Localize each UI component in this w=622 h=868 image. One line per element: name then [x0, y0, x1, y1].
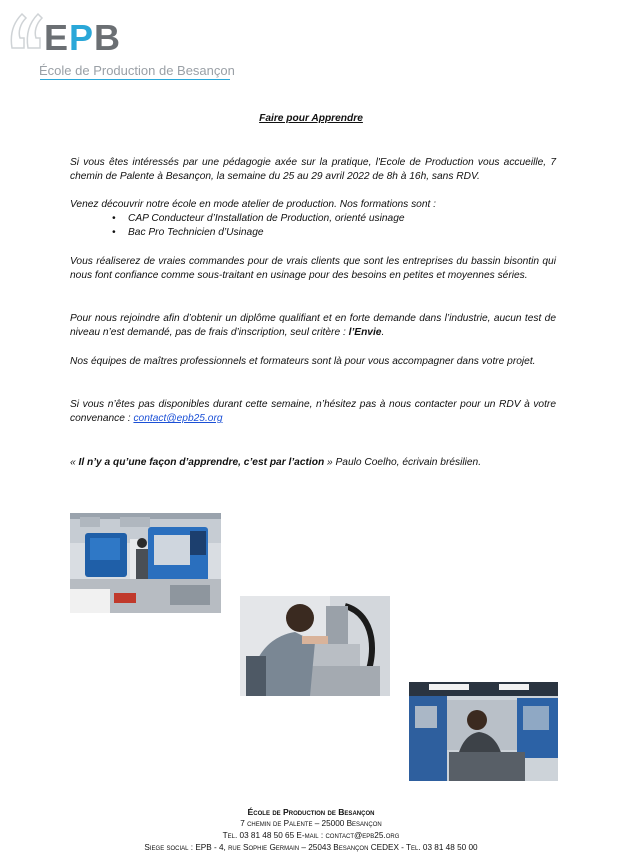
- school-logo: [6, 8, 246, 78]
- logo-wordmark: [44, 17, 122, 58]
- formations-list: [70, 212, 556, 240]
- contact-email-link[interactable]: contact@epb25.org: [133, 413, 223, 424]
- bullet-icon: •: [112, 213, 116, 224]
- paragraph-intro-text: Si vous êtes intéressés par une pédagogie axée sur la pratique, l'Ecole de Production vous accueille, 7 chemin de Palente à Besançon, la semaine du 25 au 29 avril 2022 de 8h à 16h, sans RDV.: [70, 157, 556, 182]
- quote-text: [70, 456, 556, 470]
- formations-intro: Venez découvrir notre école en mode atelier de production. Nos formations sont :: [70, 199, 437, 210]
- footer-head-office: Siege social : EPB - 4, rue Sophie Germain – 25043 Besançon CEDEX - Tel. 03 81 48 50 00: [144, 843, 478, 852]
- paragraph-join: [70, 312, 556, 340]
- quote-block: [70, 456, 556, 470]
- footer-contact: Tel. 03 81 48 50 65 E-mail : contact@epb25.org: [222, 831, 400, 840]
- bullet-icon: •: [112, 227, 116, 238]
- join-end: .: [381, 327, 385, 338]
- document-title: Faire pour Apprendre: [259, 113, 363, 124]
- formations-block: [70, 198, 556, 240]
- quote-mark-icon: [8, 8, 48, 52]
- page-footer: [0, 806, 622, 854]
- paragraph-contact-text: [70, 398, 556, 426]
- logo-underline: [40, 79, 230, 80]
- contact-text: Si vous n’êtes pas disponibles durant cette semaine, n’hésitez pas à nous contacter pour un RDV à votre convenance :: [70, 399, 556, 424]
- logo-school-name: École de Production de Besançon: [39, 63, 235, 78]
- quote-open: «: [70, 457, 79, 468]
- logo-letter-p: P: [69, 17, 95, 58]
- formation-label: Bac Pro Technicien d’Usinage: [128, 227, 264, 238]
- cnc-operator-photo: [409, 682, 558, 781]
- envie-emphasis: l’Envie: [348, 327, 382, 338]
- paragraph-join-text: [70, 312, 556, 340]
- paragraph-intro: [70, 156, 556, 184]
- logo-letter-e: E: [44, 17, 70, 58]
- paragraph-orders-text: Vous réaliserez de vraies commandes pour de vrais clients que sont les entreprises du bassin bisontin qui nous font confiance comme sous-traitant en usinage pour des besoins en petites et moyennes séries.: [70, 256, 556, 281]
- paragraph-contact: [70, 398, 556, 426]
- quote-emphasis: Il n’y a qu’une façon d’apprendre, c’est par l’action: [78, 457, 325, 468]
- paragraph-orders: [70, 255, 556, 283]
- footer-address: 7 chemin de Palente – 25000 Besançon: [240, 819, 382, 828]
- quote-attribution: » Paulo Coelho, écrivain brésilien.: [324, 457, 482, 468]
- workshop-lathes-photo: [70, 513, 221, 613]
- list-item: [70, 226, 556, 240]
- paragraph-team: [70, 355, 556, 369]
- list-item: [70, 212, 556, 226]
- paragraph-team-text: Nos équipes de maîtres professionnels et formateurs sont là pour vous accompagner dans votre projet.: [70, 356, 536, 367]
- logo-letter-b: B: [94, 17, 122, 58]
- footer-school-name: École de Production de Besançon: [247, 807, 375, 817]
- student-machining-photo: [240, 596, 390, 696]
- join-text: Pour nous rejoindre afin d’obtenir un diplôme qualifiant et en forte demande dans l’industrie, aucun test de niveau n’est demandé, pas de frais d’inscription, seul critère :: [70, 313, 556, 338]
- formation-label: CAP Conducteur d’Installation de Production, orienté usinage: [128, 213, 405, 224]
